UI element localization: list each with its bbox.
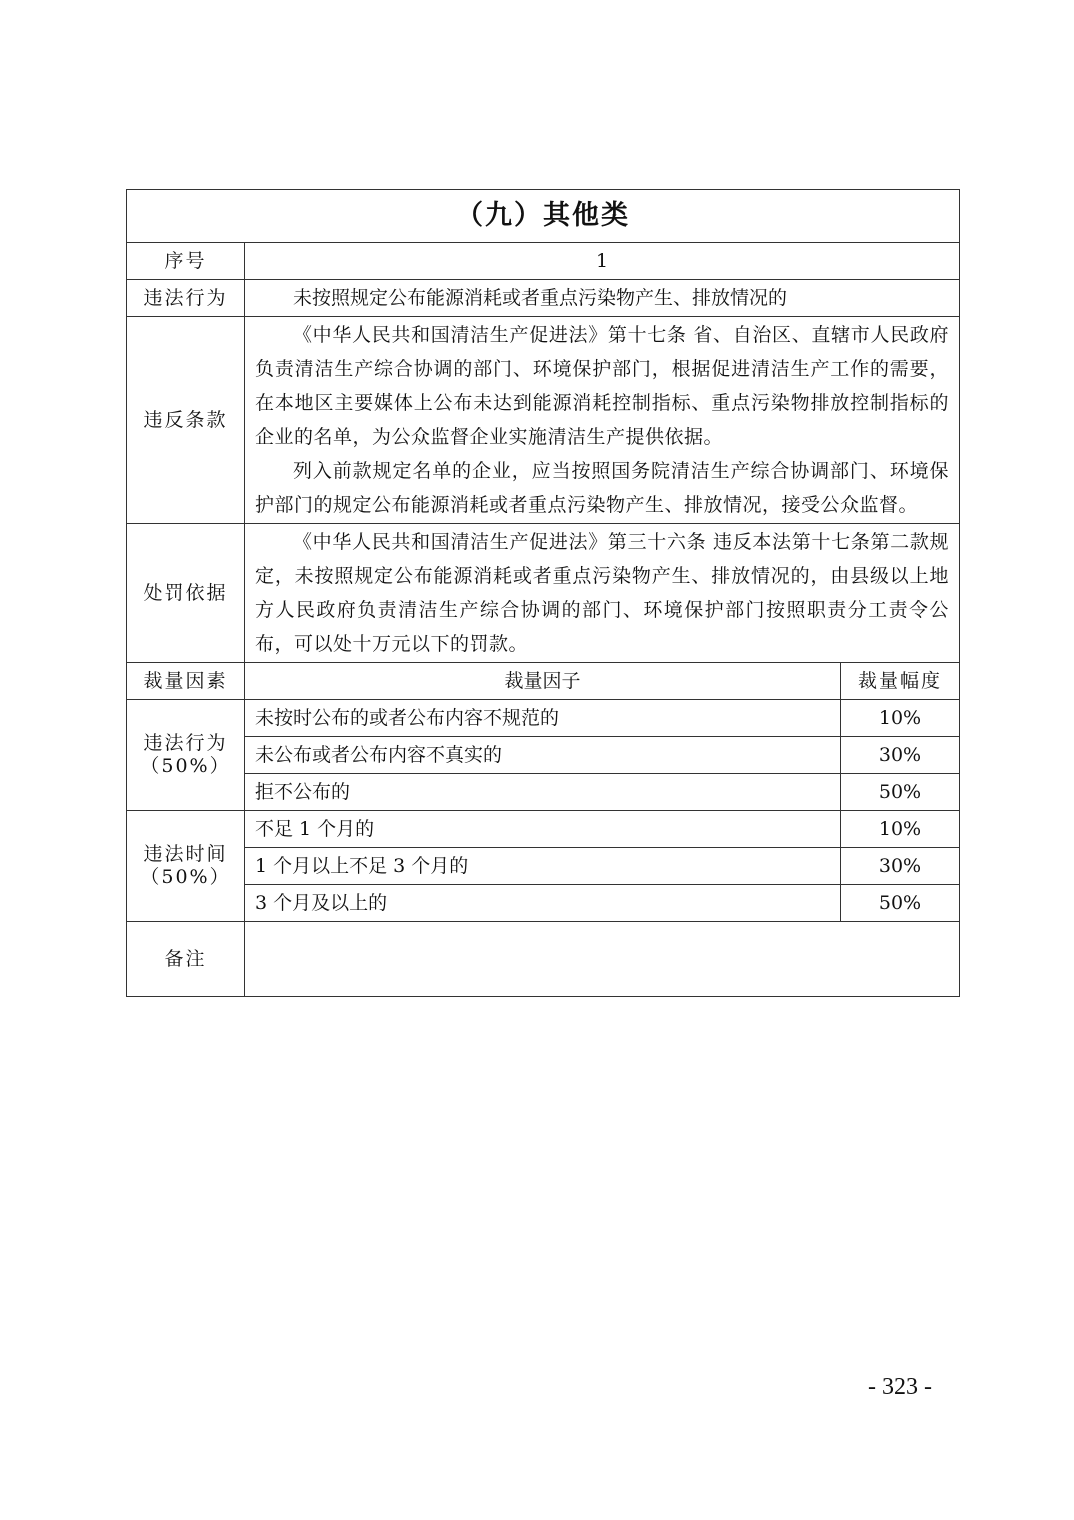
group-label-duration [127,811,245,922]
group-label-line2: （50%） [140,755,231,777]
violation-label: 违法行为 [127,280,245,317]
serial-label: 序号 [127,243,245,280]
factor-cell: 未公布或者公布内容不真实的 [245,737,841,774]
range-cell: 30% [841,737,960,774]
penalty-paragraph-1: 《中华人民共和国清洁生产促进法》第三十六条 违反本法第十七条第二款规定，未按照规定公布能源消耗或者重点污染物产生、排放情况的，由县级以上地方人民政府负责清洁生产综合协调的部门、环境保护部门按照职责分工责令公布，可以处十万元以下的罚款。 [255,531,949,655]
clause-paragraph-1: 《中华人民共和国清洁生产促进法》第十七条 省、自治区、直辖市人民政府负责清洁生产综合协调的部门、环境保护部门，根据促进清洁生产工作的需要，在本地区主要媒体上公布未达到能源消耗控制指标、重点污染物排放控制指标的企业的名单，为公众监督企业实施清洁生产提供依据。 [255,324,949,448]
discretion-range-header: 裁量幅度 [841,663,960,700]
factor-cell: 3 个月及以上的 [245,885,841,922]
remarks-value [245,922,960,997]
group-label-line1: 违法时间 [143,843,228,866]
penalty-label: 处罚依据 [127,524,245,663]
page-number: - 323 - [868,1374,932,1400]
clauses-content [245,317,960,524]
remarks-label: 备注 [127,922,245,997]
range-cell: 10% [841,700,960,737]
discretion-factor-header: 裁量因素 [127,663,245,700]
group-label-violation [127,700,245,811]
factor-cell: 拒不公布的 [245,774,841,811]
range-cell: 10% [841,811,960,848]
table-title: （九）其他类 [127,190,960,243]
factor-cell: 不足 1 个月的 [245,811,841,848]
penalty-discretion-table [126,189,960,997]
factor-cell: 未按时公布的或者公布内容不规范的 [245,700,841,737]
serial-value: 1 [245,243,960,280]
clause-paragraph-2: 列入前款规定名单的企业，应当按照国务院清洁生产综合协调部门、环境保护部门的规定公布能源消耗或者重点污染物产生、排放情况，接受公众监督。 [255,460,949,516]
range-cell: 50% [841,774,960,811]
clauses-label: 违反条款 [127,317,245,524]
discretion-subfactor-header: 裁量因子 [245,663,841,700]
penalty-content [245,524,960,663]
group-label-line1: 违法行为 [143,732,228,755]
factor-cell: 1 个月以上不足 3 个月的 [245,848,841,885]
group-label-line2: （50%） [140,866,231,888]
range-cell: 50% [841,885,960,922]
violation-value: 未按照规定公布能源消耗或者重点污染物产生、排放情况的 [245,280,960,317]
range-cell: 30% [841,848,960,885]
